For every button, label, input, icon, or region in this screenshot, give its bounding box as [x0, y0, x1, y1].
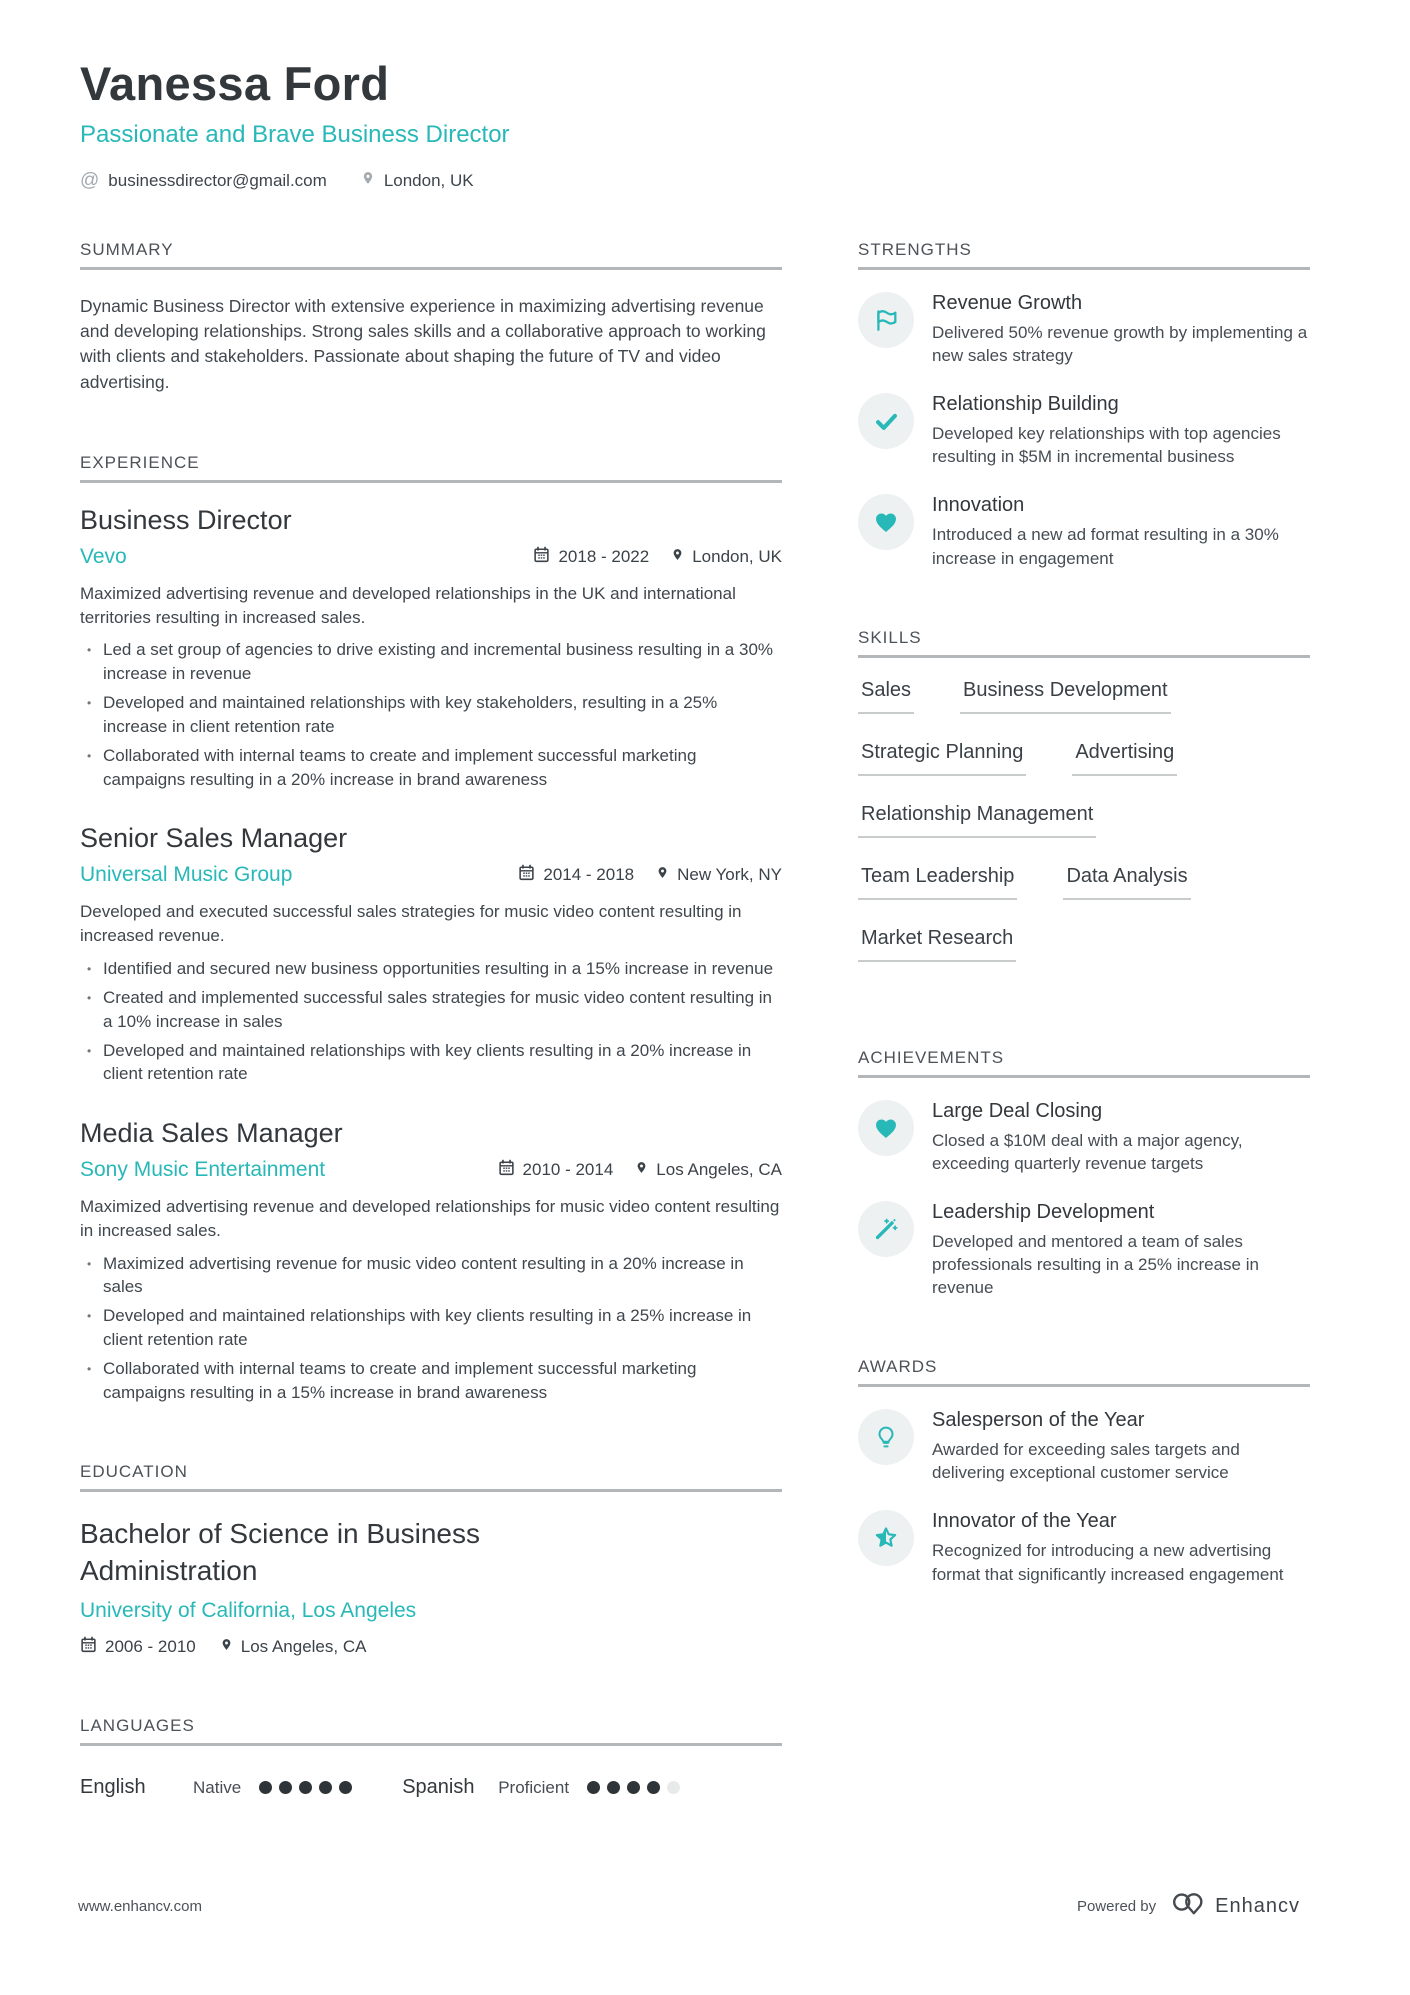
strength-body	[932, 393, 1310, 468]
strength-description: Developed key relationships with top agencies resulting in $5M in incremental business	[932, 424, 1281, 467]
awards-section	[858, 1357, 1310, 1585]
enhancv-logo-icon	[1172, 1891, 1205, 1921]
calendar-icon	[80, 1636, 97, 1658]
enhancv-brand-text: Enhancv	[1215, 1894, 1300, 1917]
job-title: Senior Sales Manager	[80, 823, 348, 854]
lightbulb-icon	[858, 1409, 914, 1465]
bullet-item: • Developed and maintained relationships with key stakeholders, resulting in a 25% increase in client retention rate	[80, 691, 782, 738]
job-title: Business Director	[80, 504, 292, 535]
job-dates	[518, 864, 634, 886]
job-description: Maximized advertising revenue and developed relationships in the UK and international territories resulting in increased sales.	[80, 583, 736, 627]
flag-icon	[858, 292, 914, 348]
proficiency-dot	[647, 1781, 660, 1794]
job-description: Maximized advertising revenue and developed relationships for music video content resulting in increased sales.	[80, 1196, 780, 1240]
job-entry	[80, 1118, 782, 1404]
proficiency-dots	[259, 1781, 352, 1794]
contact-email[interactable]	[80, 171, 327, 191]
job-location	[635, 1159, 782, 1181]
skill-tag: Team Leadership	[858, 865, 1017, 900]
language-item	[402, 1776, 680, 1799]
experience-section	[80, 453, 782, 1404]
language-name: Spanish	[402, 1776, 475, 1799]
education-section	[80, 1462, 782, 1658]
proficiency-dot	[279, 1781, 292, 1794]
education-meta	[80, 1636, 782, 1658]
award-body	[932, 1510, 1310, 1585]
strength-title: Revenue Growth	[932, 292, 1083, 314]
job-location	[671, 546, 782, 568]
strength-title: Relationship Building	[932, 393, 1119, 416]
heart-icon	[858, 1100, 914, 1156]
job-dates-text: 2014 - 2018	[543, 865, 635, 885]
school-name: University of California, Los Angeles	[80, 1599, 417, 1623]
languages-section	[80, 1716, 782, 1799]
resume-header	[80, 56, 1310, 192]
powered-by-label: Powered by	[1076, 1897, 1157, 1915]
degree-title: Bachelor of Science in Business Administration	[80, 1518, 480, 1586]
skills-row	[858, 741, 1310, 776]
calendar-icon	[518, 864, 535, 886]
achievement-title: Leadership Development	[932, 1200, 1155, 1223]
experience-heading: EXPERIENCE	[80, 453, 782, 483]
heart-icon	[858, 494, 914, 550]
at-icon: @	[80, 170, 100, 191]
job-meta	[498, 1159, 782, 1181]
main-column	[80, 240, 782, 1799]
job-entry	[80, 505, 782, 791]
bullet-item: • Identified and secured new business opportunities resulting in a 15% increase in revenue	[80, 957, 782, 980]
skill-tag: Data Analysis	[1063, 865, 1190, 900]
strengths-heading: STRENGTHS	[858, 240, 1310, 270]
location-pin-icon	[671, 546, 684, 568]
job-title: Media Sales Manager	[80, 1117, 343, 1148]
language-level: Native	[193, 1777, 242, 1797]
strength-description: Delivered 50% revenue growth by implementing a new sales strategy	[932, 323, 1308, 366]
job-dates	[498, 1159, 614, 1181]
job-bullets	[80, 638, 782, 791]
strength-body	[932, 292, 1310, 367]
achievement-body	[932, 1201, 1310, 1299]
person-name: Vanessa Ford	[80, 57, 390, 110]
powered-by-group	[1077, 1891, 1300, 1921]
language-level: Proficient	[498, 1777, 570, 1797]
award-body	[932, 1409, 1310, 1484]
location-text: London, UK	[383, 170, 474, 190]
proficiency-dot	[319, 1781, 332, 1794]
email-text: businessdirector@gmail.com	[108, 170, 327, 190]
proficiency-dots	[587, 1781, 680, 1794]
location-pin-icon	[361, 169, 375, 192]
skill-tag: Sales	[858, 679, 914, 714]
awards-heading: AWARDS	[858, 1357, 1310, 1387]
achievement-body	[932, 1100, 1310, 1175]
job-meta	[518, 864, 782, 886]
enhancv-brand	[1172, 1891, 1300, 1921]
two-column-layout	[80, 240, 1310, 1799]
job-location	[656, 864, 782, 886]
skill-tag: Advertising	[1072, 741, 1177, 776]
skills-section	[858, 628, 1310, 962]
job-meta-row	[80, 1158, 782, 1182]
contact-location	[361, 169, 474, 192]
achievement-title: Large Deal Closing	[932, 1099, 1103, 1122]
achievement-description: Developed and mentored a team of sales professionals resulting in a 25% increase in revenue	[932, 1231, 1259, 1298]
proficiency-dot	[299, 1781, 312, 1794]
job-dates	[533, 546, 649, 568]
education-heading: EDUCATION	[80, 1462, 782, 1492]
job-location-text: New York, NY	[677, 865, 782, 885]
skill-tag: Business Development	[960, 679, 1171, 714]
bullet-item: • Developed and maintained relationships with key clients resulting in a 20% increase in client retention rate	[80, 1039, 782, 1086]
bullet-item: • Led a set group of agencies to drive existing and incremental business resulting in a 30% increase in revenue	[80, 638, 782, 685]
job-bullets	[80, 957, 782, 1086]
check-icon	[858, 393, 914, 449]
contact-row	[80, 169, 1310, 192]
bullet-item: • Developed and maintained relationships with key clients resulting in a 25% increase in client retention rate	[80, 1304, 782, 1351]
job-location-text: Los Angeles, CA	[656, 1159, 782, 1179]
achievement-item	[858, 1100, 1310, 1175]
job-entry	[80, 823, 782, 1086]
proficiency-dot	[339, 1781, 352, 1794]
education-dates	[80, 1636, 196, 1658]
strength-title: Innovation	[932, 494, 1025, 517]
strength-description: Introduced a new ad format resulting in a 30% increase in engagement	[932, 525, 1279, 568]
calendar-icon	[533, 546, 550, 568]
award-description: Recognized for introducing a new advertising format that significantly increased engagement	[932, 1541, 1284, 1584]
achievement-item	[858, 1201, 1310, 1299]
languages-row	[80, 1776, 782, 1799]
award-item	[858, 1409, 1310, 1484]
skill-tag: Market Research	[858, 927, 1016, 962]
proficiency-dot	[259, 1781, 272, 1794]
proficiency-dot	[667, 1781, 680, 1794]
bullet-item: • Maximized advertising revenue for music video content resulting in a 20% increase in sales	[80, 1252, 782, 1299]
company-name: Vevo	[80, 544, 127, 568]
company-name: Sony Music Entertainment	[80, 1157, 326, 1181]
proficiency-dot	[607, 1781, 620, 1794]
bullet-item: • Created and implemented successful sales strategies for music video content resulting in a 10% increase in sales	[80, 986, 782, 1033]
summary-section	[80, 240, 782, 395]
strengths-section	[858, 240, 1310, 570]
award-title: Salesperson of the Year	[932, 1409, 1145, 1432]
summary-heading: SUMMARY	[80, 240, 782, 270]
skill-tag: Relationship Management	[858, 803, 1096, 838]
achievements-heading: ACHIEVEMENTS	[858, 1048, 1310, 1078]
job-bullets	[80, 1252, 782, 1405]
job-meta	[533, 546, 782, 568]
skills-row	[858, 803, 1310, 838]
education-dates-text: 2006 - 2010	[105, 1637, 196, 1657]
sidebar-column	[858, 240, 1310, 1799]
job-description: Developed and executed successful sales strategies for music video content resulting in increased revenue.	[80, 902, 742, 945]
location-pin-icon	[635, 1159, 648, 1181]
achievements-section	[858, 1048, 1310, 1300]
job-dates-text: 2010 - 2014	[522, 1159, 614, 1179]
job-meta-row	[80, 545, 782, 569]
language-item	[80, 1776, 352, 1799]
star-icon	[858, 1510, 914, 1566]
calendar-icon	[498, 1159, 515, 1181]
skill-tag: Strategic Planning	[858, 741, 1026, 776]
proficiency-dot	[587, 1781, 600, 1794]
education-location-text: Los Angeles, CA	[240, 1637, 367, 1657]
location-pin-icon	[220, 1636, 233, 1658]
magic-wand-icon	[858, 1201, 914, 1257]
summary-text: Dynamic Business Director with extensive experience in maximizing advertising revenue and developing relationships. Strong sales skills and a collaborative approach to working with clients and stakeholders. Passionate about shaping the future of TV and video advertising.	[80, 296, 766, 392]
skills-row	[858, 865, 1310, 900]
person-headline: Passionate and Brave Business Director	[80, 121, 510, 148]
award-description: Awarded for exceeding sales targets and delivering exceptional customer service	[932, 1440, 1240, 1483]
page-footer	[0, 1891, 1410, 1995]
location-pin-icon	[656, 864, 669, 886]
language-name: English	[80, 1776, 146, 1799]
education-location	[220, 1636, 367, 1658]
proficiency-dot	[627, 1781, 640, 1794]
footer-website: www.enhancv.com	[78, 1897, 202, 1915]
job-dates-text: 2018 - 2022	[558, 546, 650, 566]
bullet-item: • Collaborated with internal teams to create and implement successful marketing campaigns resulting in a 15% increase in brand awareness	[80, 1357, 782, 1404]
strength-item	[858, 393, 1310, 468]
job-meta-row	[80, 863, 782, 887]
strength-body	[932, 494, 1310, 569]
award-item	[858, 1510, 1310, 1585]
company-name: Universal Music Group	[80, 863, 293, 887]
skills-row	[858, 927, 1310, 962]
award-title: Innovator of the Year	[932, 1510, 1117, 1533]
strength-item	[858, 292, 1310, 367]
skills-heading: SKILLS	[858, 628, 1310, 658]
skills-row	[858, 679, 1310, 714]
bullet-item: • Collaborated with internal teams to create and implement successful marketing campaigns resulting in a 20% increase in brand awareness	[80, 744, 782, 791]
strength-item	[858, 494, 1310, 569]
job-location-text: London, UK	[692, 546, 782, 566]
languages-heading: LANGUAGES	[80, 1716, 782, 1746]
achievement-description: Closed a $10M deal with a major agency, exceeding quarterly revenue targets	[932, 1130, 1243, 1173]
